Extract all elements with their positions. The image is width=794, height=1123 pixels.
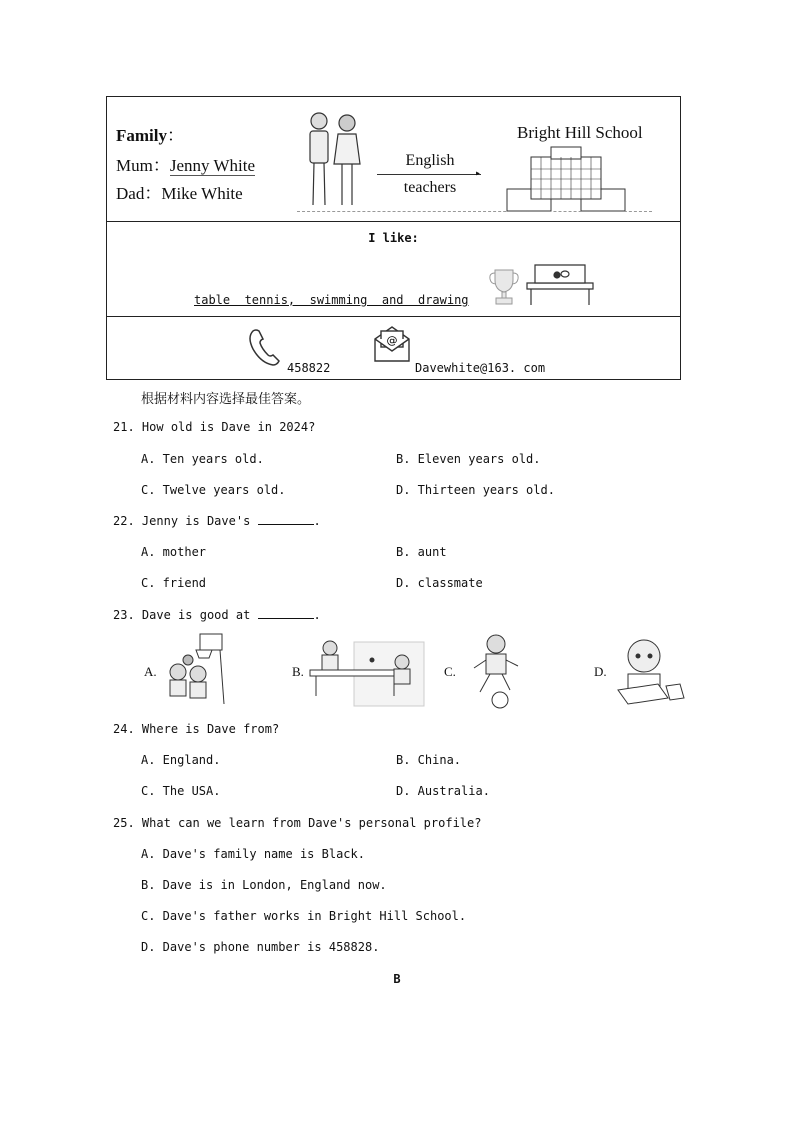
q21-option-a[interactable]: A. Ten years old. <box>141 452 264 466</box>
school-name: Bright Hill School <box>517 123 643 142</box>
question-number: 25. <box>113 816 135 830</box>
question-25 <box>113 816 481 830</box>
dad-name: Mike White <box>161 184 243 203</box>
q23-option-a-label[interactable]: A. <box>144 664 157 679</box>
job-line-1: English <box>405 152 455 169</box>
email-address: Davewhite@163. com <box>415 361 546 375</box>
question-number: 21. <box>113 420 135 434</box>
question-24 <box>113 722 279 736</box>
q24-option-d[interactable]: D. Australia. <box>396 784 490 798</box>
mum-label: Mum： <box>116 156 170 175</box>
question-22 <box>113 514 321 528</box>
arrow-line <box>377 174 481 175</box>
q22-option-c[interactable]: C. friend <box>141 576 207 590</box>
like-label: I like: <box>368 231 419 245</box>
q24-option-c[interactable]: C. The USA. <box>141 784 221 798</box>
question-text: Where is Dave from? <box>141 722 280 736</box>
q21-option-c[interactable]: C. Twelve years old. <box>141 483 286 497</box>
q25-option-a[interactable]: A. Dave's family name is Black. <box>141 847 365 861</box>
q23-option-c-label[interactable]: C. <box>444 664 456 679</box>
row-divider-1 <box>107 221 680 222</box>
dashed-line <box>297 211 652 212</box>
family-label: Family <box>116 126 167 145</box>
trophy-icon <box>487 267 521 307</box>
email-icon <box>373 323 411 363</box>
phone-number: 458822 <box>287 361 331 375</box>
question-text: How old is Dave in 2024? <box>141 420 316 434</box>
table-tennis-table-icon <box>525 261 595 307</box>
answer-blank <box>258 608 314 619</box>
parents-illustration <box>302 107 366 211</box>
question-text: Jenny is Dave's <box>141 514 251 528</box>
phone-icon <box>247 327 281 367</box>
dad-line <box>116 179 243 204</box>
q22-option-b[interactable]: B. aunt <box>396 545 447 559</box>
section-label: B <box>393 972 401 986</box>
q21-option-b[interactable]: B. Eleven years old. <box>396 452 541 466</box>
question-number: 24. <box>113 722 135 736</box>
school-building-icon <box>505 145 629 213</box>
mum-line <box>116 151 255 176</box>
q24-option-b[interactable]: B. China. <box>396 753 462 767</box>
q23-option-b-label[interactable]: B. <box>292 664 304 679</box>
profile-card <box>106 96 681 380</box>
family-colon: ： <box>167 126 184 145</box>
drawing-picture[interactable] <box>608 634 688 708</box>
arrow-head: ▸ <box>475 168 482 179</box>
job-line-2: teachers <box>403 179 457 196</box>
question-text: Dave is good at <box>141 608 251 622</box>
hobbies-value: table tennis, swimming and drawing <box>194 293 469 307</box>
q22-option-d[interactable]: D. classmate <box>396 576 483 590</box>
question-23 <box>113 608 321 622</box>
q24-option-a[interactable]: A. England. <box>141 753 221 767</box>
basketball-picture[interactable] <box>160 630 236 706</box>
football-picture[interactable] <box>468 632 524 710</box>
q22-option-a[interactable]: A. mother <box>141 545 207 559</box>
question-number: 22. <box>113 514 135 528</box>
question-tail: . <box>313 608 321 622</box>
q23-option-d-label[interactable]: D. <box>594 664 607 679</box>
question-21 <box>113 420 315 434</box>
table-tennis-picture[interactable] <box>306 636 426 710</box>
instruction-text: 根据材料内容选择最佳答案。 <box>141 392 311 407</box>
hobbies-text <box>194 293 469 307</box>
svg-text:@: @ <box>386 334 398 347</box>
q25-option-b[interactable]: B. Dave is in London, England now. <box>141 878 387 892</box>
dad-label: Dad： <box>116 184 162 203</box>
answer-blank <box>258 514 314 525</box>
q21-option-d[interactable]: D. Thirteen years old. <box>396 483 555 497</box>
question-text: What can we learn from Dave's personal profile? <box>141 816 482 830</box>
question-number: 23. <box>113 608 135 622</box>
row-divider-2 <box>107 316 680 317</box>
mum-name: Jenny White <box>169 156 255 175</box>
q25-option-c[interactable]: C. Dave's father works in Bright Hill School. <box>141 909 467 923</box>
question-tail: . <box>313 514 321 528</box>
family-heading <box>116 121 184 146</box>
q25-option-d[interactable]: D. Dave's phone number is 458828. <box>141 940 380 954</box>
